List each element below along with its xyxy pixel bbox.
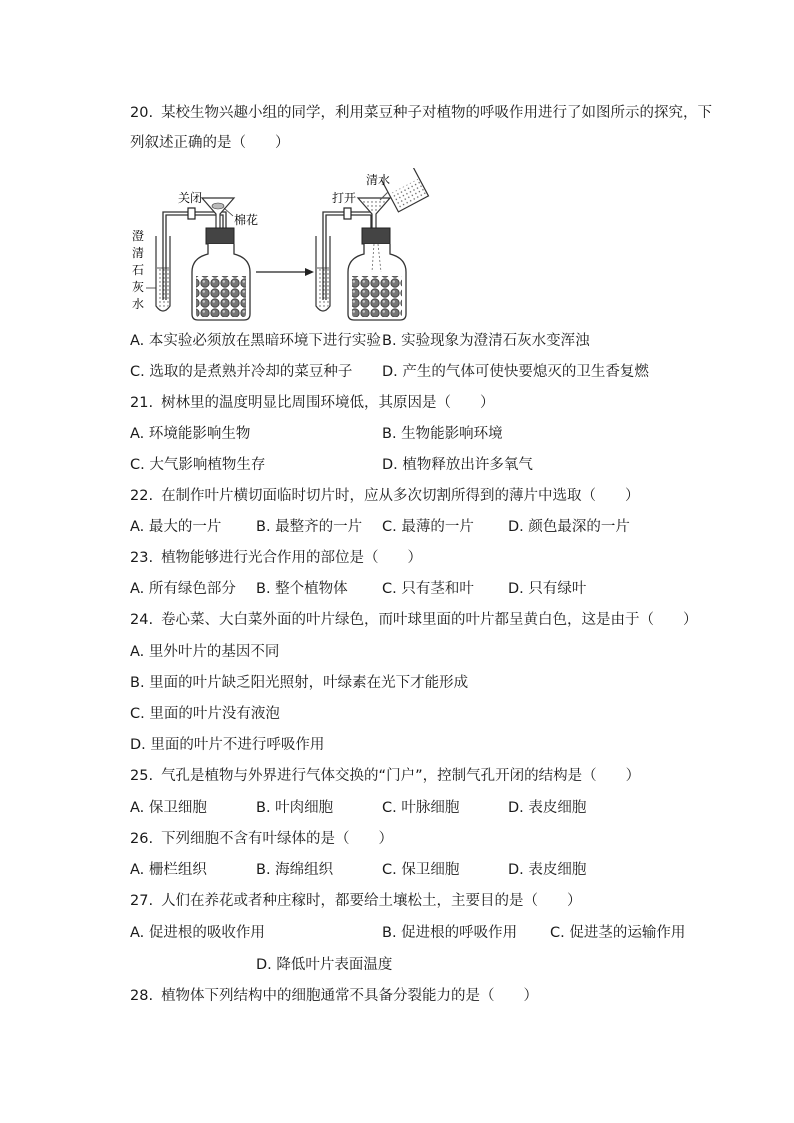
label-lime-3: 石 <box>132 263 145 277</box>
q22-number: 22. <box>130 488 154 504</box>
q21-option-c[interactable]: C. 大气影响植物生存 <box>130 457 266 473</box>
q26-option-c[interactable]: C. 保卫细胞 <box>382 862 460 878</box>
bean-seeds-left <box>196 276 246 317</box>
q21-stem-text: 树林里的温度明显比周围环境低，其原因是（ ） <box>161 395 495 411</box>
q23-stem <box>130 548 422 568</box>
rubber-stopper-right <box>362 228 390 244</box>
q26-option-a[interactable]: A. 栅栏组织 <box>130 862 207 878</box>
q24-option-b[interactable]: B. 里面的叶片缺乏阳光照射，叶绿素在光下才能形成 <box>130 675 469 691</box>
q24-option-d[interactable]: D. 里面的叶片不进行呼吸作用 <box>130 737 325 753</box>
q25-option-a[interactable]: A. 保卫细胞 <box>130 800 207 816</box>
q27-stem <box>130 891 582 911</box>
q22-stem <box>130 486 640 506</box>
q22-option-d[interactable]: D. 颜色最深的一片 <box>508 519 630 535</box>
q26-number: 26. <box>130 831 154 847</box>
q20-stem-line1 <box>130 103 712 123</box>
q23-option-c[interactable]: C. 只有茎和叶 <box>382 581 474 597</box>
q27-number: 27. <box>130 893 154 909</box>
q27-option-c[interactable]: C. 促进茎的运输作用 <box>550 925 686 941</box>
q21-option-b[interactable]: B. 生物能影响环境 <box>382 426 503 442</box>
q22-option-a[interactable]: A. 最大的一片 <box>130 519 222 535</box>
q20-option-d[interactable]: D. 产生的气体可使快要熄灭的卫生香复燃 <box>382 364 649 380</box>
q23-option-a[interactable]: A. 所有绿色部分 <box>130 581 236 597</box>
label-cotton: 棉花 <box>234 213 259 227</box>
q24-stem-text: 卷心菜、大白菜外面的叶片绿色，而叶球里面的叶片都呈黄白色，这是由于（ ） <box>161 612 698 628</box>
q25-stem <box>130 766 640 786</box>
q26-stem <box>130 829 393 849</box>
arrow-head <box>305 268 314 276</box>
q27-option-d[interactable]: D. 降低叶片表面温度 <box>256 957 393 973</box>
rubber-stopper-left <box>206 228 234 244</box>
q22-option-c[interactable]: C. 最薄的一片 <box>382 519 474 535</box>
q23-option-d[interactable]: D. 只有绿叶 <box>508 581 587 597</box>
label-lime-2: 清 <box>132 246 145 260</box>
label-lime-4: 灰 <box>132 280 145 294</box>
label-lime-5: 水 <box>132 297 145 311</box>
q26-stem-text: 下列细胞不含有叶绿体的是（ ） <box>161 831 394 847</box>
q23-option-b[interactable]: B. 整个植物体 <box>256 581 348 597</box>
q21-number: 21. <box>130 395 154 411</box>
q21-option-d[interactable]: D. 植物释放出许多氧气 <box>382 457 533 473</box>
q28-stem <box>130 986 538 1006</box>
q24-number: 24. <box>130 612 154 628</box>
q22-stem-text: 在制作叶片横切面临时切片时，应从多次切割所得到的薄片中选取（ ） <box>161 488 640 504</box>
q20-stem-line2: 列叙述正确的是（ ） <box>130 135 290 151</box>
q26-option-d[interactable]: D. 表皮细胞 <box>508 862 587 878</box>
label-water: 清水 <box>366 173 391 187</box>
q21-option-a[interactable]: A. 环境能影响生物 <box>130 426 251 442</box>
q23-stem-text: 植物能够进行光合作用的部位是（ ） <box>161 550 423 566</box>
q20-option-b[interactable]: B. 实验现象为澄清石灰水变浑浊 <box>382 333 590 349</box>
q20-number: 20. <box>130 105 154 121</box>
q24-option-a[interactable]: A. 里外叶片的基因不同 <box>130 644 280 660</box>
q21-stem <box>130 393 495 413</box>
bean-seeds-right <box>352 276 402 317</box>
q25-number: 25. <box>130 768 154 784</box>
q26-option-b[interactable]: B. 海绵组织 <box>256 862 334 878</box>
q23-number: 23. <box>130 550 154 566</box>
q27-stem-text: 人们在养花或者种庄稼时，都要给土壤松土，主要目的是（ ） <box>161 893 582 909</box>
q28-number: 28. <box>130 988 154 1004</box>
q27-option-b[interactable]: B. 促进根的呼吸作用 <box>382 925 518 941</box>
q28-stem-text: 植物体下列结构中的细胞通常不具备分裂能力的是（ ） <box>161 988 539 1004</box>
q22-option-b[interactable]: B. 最整齐的一片 <box>256 519 363 535</box>
label-open: 打开 <box>332 191 357 205</box>
respiration-experiment-figure <box>130 168 690 328</box>
q24-option-c[interactable]: C. 里面的叶片没有液泡 <box>130 706 280 722</box>
q20-stem-text1: 某校生物兴趣小组的同学，利用菜豆种子对植物的呼吸作用进行了如图所示的探究，下 <box>161 105 713 121</box>
q25-stem-text: 气孔是植物与外界进行气体交换的“门户”，控制气孔开闭的结构是（ ） <box>161 768 641 784</box>
clamp-closed <box>188 208 195 219</box>
q20-option-c[interactable]: C. 选取的是煮熟并冷却的菜豆种子 <box>130 364 353 380</box>
q20-option-a[interactable]: A. 本实验必须放在黑暗环境下进行实验 <box>130 333 381 349</box>
q24-stem <box>130 610 698 630</box>
clamp-open <box>344 208 351 219</box>
q27-option-a[interactable]: A. 促进根的吸收作用 <box>130 925 265 941</box>
q25-option-b[interactable]: B. 叶肉细胞 <box>256 800 334 816</box>
label-lime-1: 澄 <box>132 229 145 243</box>
q25-option-c[interactable]: C. 叶脉细胞 <box>382 800 460 816</box>
label-close: 关闭 <box>178 191 203 205</box>
q25-option-d[interactable]: D. 表皮细胞 <box>508 800 587 816</box>
